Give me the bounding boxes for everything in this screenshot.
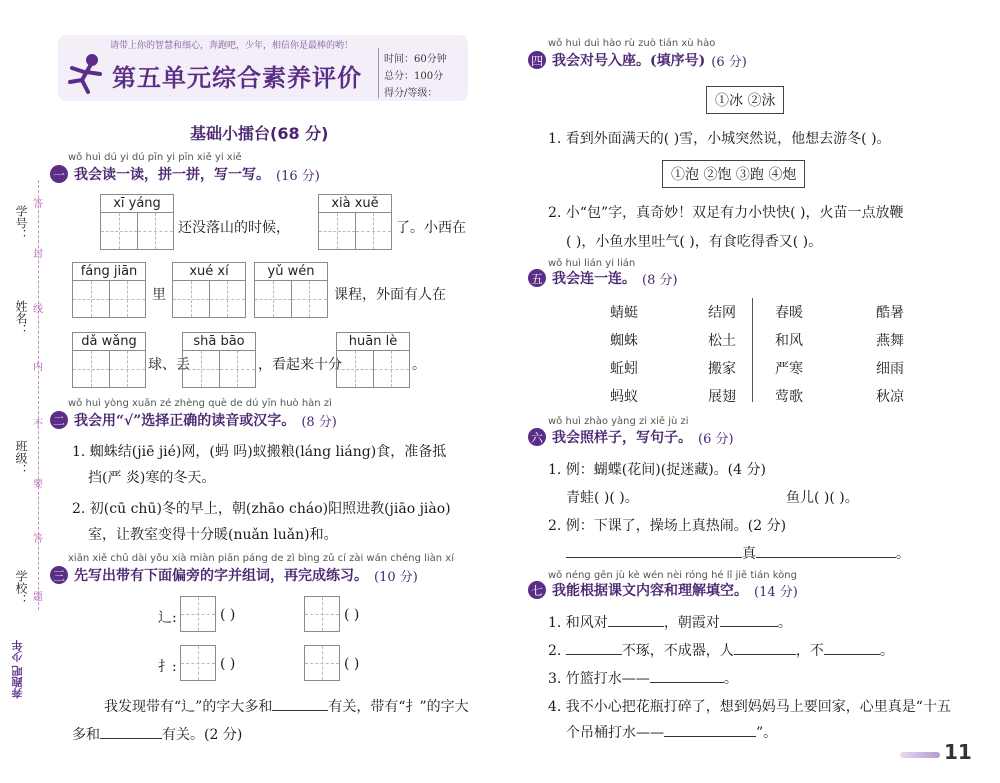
answer-blank[interactable] — [566, 640, 622, 655]
s1-text: ，看起来十分 — [258, 357, 342, 373]
seal-char: 不 — [33, 419, 43, 430]
brand-logo: 奔跑吧 少年 — [11, 640, 24, 699]
q-text: 不琢，不成器，人 — [621, 643, 734, 659]
match-item[interactable]: 展翅 — [708, 389, 736, 405]
grid-pinyin: yǔ wén — [267, 264, 315, 279]
grid-pinyin: xī yáng — [113, 196, 161, 211]
seal-char: 内 — [33, 362, 43, 373]
s5-pinyin: wǒ huì lián yi lián — [548, 258, 636, 269]
s3-heading — [50, 565, 418, 585]
word-grid[interactable] — [72, 262, 146, 318]
option-box: ①冰 ②泳 — [706, 86, 784, 114]
q-text: 。 — [723, 671, 738, 687]
s7-question-4-cont — [566, 722, 777, 742]
answer-blank[interactable] — [272, 696, 328, 711]
answer-blank[interactable] — [720, 612, 778, 627]
s6-answer-fish[interactable]: 鱼儿( )( )。 — [786, 490, 859, 506]
match-item[interactable]: 松土 — [708, 333, 736, 349]
match-item[interactable]: 蜘蛛 — [610, 333, 638, 349]
s4-score: (6 分) — [711, 54, 747, 70]
q-text: 。 — [879, 643, 894, 659]
write-box[interactable] — [304, 645, 340, 681]
s2-question-1[interactable]: 1. 蜘蛛结(jiē jié)网，(蚂 吗)蚁搬粮(láng liáng)食，准备抵 — [72, 444, 447, 460]
s3-title: 先写出带有下面偏旁的字并组词，再完成练习。 — [74, 568, 368, 584]
q-text: ，不 — [795, 643, 824, 659]
s3-practice-line1 — [104, 696, 469, 716]
match-item[interactable]: 酷暑 — [876, 305, 904, 321]
answer-paren[interactable]: ( ) — [344, 656, 360, 672]
word-grid[interactable] — [172, 262, 246, 318]
s1-number: 一 — [50, 165, 68, 183]
s4-question-2-cont[interactable]: ( )，小鱼水里吐气( )，有食吃得香又( )。 — [566, 234, 823, 250]
s6-pinyin: wǒ huì zhào yàng zi xiě jù zi — [548, 416, 689, 427]
s4-number: 四 — [528, 51, 546, 69]
word-grid[interactable] — [182, 332, 256, 388]
practice-text: 我发现带有“辶”的字大多和 — [104, 699, 273, 715]
answer-paren[interactable]: ( ) — [344, 607, 360, 623]
page-corner-decoration — [900, 752, 940, 758]
s6-example-1: 1. 例：蝴蝶(花间)(捉迷藏)。(4 分) — [548, 462, 766, 478]
match-item[interactable]: 严寒 — [775, 361, 803, 377]
s7-question-4: 4. 我不小心把花瓶打碎了，想到妈妈马上要回家，心里真是“十五 — [548, 699, 951, 715]
q-text: 个吊桶打水—— — [566, 725, 664, 741]
s7-pinyin: wǒ néng gēn jù kè wén nèi róng hé lǐ jiě tián kòng — [548, 570, 797, 581]
answer-blank[interactable] — [650, 668, 724, 683]
radical-label: 辶: — [158, 610, 177, 626]
answer-blank[interactable] — [734, 640, 796, 655]
s2-heading — [50, 410, 337, 430]
student-name-label: 姓名： — [14, 300, 28, 336]
s1-text: 球、丢 — [148, 357, 190, 373]
s2-number: 二 — [50, 411, 68, 429]
total-info: 总分：100分 — [384, 71, 444, 82]
match-divider — [752, 298, 753, 402]
match-item[interactable]: 莺歌 — [775, 389, 803, 405]
s7-question-1 — [548, 612, 792, 632]
match-item[interactable]: 和风 — [775, 333, 803, 349]
s4-heading — [528, 50, 747, 70]
s2-pinyin: wǒ huì yòng xuǎn zé zhèng què de dú yīn huò hàn zì — [68, 398, 332, 409]
match-item[interactable]: 结网 — [708, 305, 736, 321]
match-item[interactable]: 春暖 — [775, 305, 803, 321]
answer-paren[interactable]: ( ) — [220, 607, 236, 623]
s1-text: 。 — [412, 357, 426, 373]
match-item[interactable]: 燕舞 — [876, 333, 904, 349]
s7-question-3 — [548, 668, 738, 688]
s4-title: 我会对号入座。(填序号) — [552, 53, 706, 69]
s2-title: 我会用“√”选择正确的读音或汉字。 — [74, 413, 296, 429]
match-item[interactable]: 蚯蚓 — [610, 361, 638, 377]
s5-heading — [528, 268, 678, 288]
s7-score: (14 分) — [754, 584, 798, 600]
practice-text: 有关，带有“扌”的字大 — [328, 699, 469, 715]
q-text: 1. 和风对 — [548, 615, 608, 631]
seal-char: 要 — [33, 479, 43, 490]
option-box: ①泡 ②饱 ③跑 ④炮 — [662, 160, 805, 188]
runner-figure — [62, 52, 108, 96]
s6-heading — [528, 427, 734, 447]
s4-question-1[interactable]: 1. 看到外面满天的( )雪，小城突然说，他想去游冬( )。 — [548, 131, 891, 147]
s1-text: 还没落山的时候， — [178, 220, 290, 236]
answer-blank[interactable] — [664, 722, 756, 737]
s1-text: 课程，外面有人在 — [334, 287, 446, 303]
q-text: 3. 竹篮打水—— — [548, 671, 650, 687]
s5-title: 我会连一连。 — [552, 271, 636, 287]
write-box[interactable] — [180, 596, 216, 632]
s6-title: 我会照样子，写句子。 — [552, 430, 692, 446]
word-grid[interactable] — [318, 194, 392, 250]
answer-blank[interactable] — [608, 612, 664, 627]
match-item[interactable]: 细雨 — [876, 361, 904, 377]
seal-char: 线 — [33, 304, 43, 315]
answer-end: 。 — [896, 546, 910, 562]
practice-text: 有关。(2 分) — [162, 727, 243, 743]
grid-pinyin: xué xí — [189, 264, 229, 279]
s2-score: (8 分) — [301, 414, 337, 430]
match-item[interactable]: 蚂蚁 — [610, 389, 638, 405]
seal-char: 答 — [33, 199, 43, 210]
grid-pinyin: dǎ wǎng — [81, 334, 137, 349]
word-grid[interactable] — [336, 332, 410, 388]
s2-question-1-cont[interactable]: 挡(严 炎)寒的冬天。 — [88, 470, 216, 486]
write-box[interactable] — [304, 596, 340, 632]
s3-practice-line2 — [72, 724, 242, 744]
s4-question-2[interactable]: 2. 小“包”字，真奇妙！双足有力小快快( )，火苗一点放鞭 — [548, 205, 904, 221]
s6-number: 六 — [528, 428, 546, 446]
grid-pinyin: shā bāo — [193, 334, 245, 349]
match-item[interactable]: 搬家 — [708, 361, 736, 377]
motto: 请带上你的智慧和细心，奔跑吧，少年，相信你是最棒的哟！ — [110, 41, 354, 51]
answer-blank[interactable] — [566, 543, 742, 558]
practice-text: 多和 — [72, 727, 100, 743]
grid-pinyin: huān lè — [348, 334, 398, 349]
word-grid[interactable] — [100, 194, 174, 250]
section-heading: 基础小擂台(68 分) — [190, 124, 329, 143]
s1-text: 了。小西在 — [396, 220, 466, 236]
s5-score: (8 分) — [642, 272, 678, 288]
seal-char: 题 — [33, 592, 43, 603]
grid-pinyin: fáng jiān — [80, 264, 138, 279]
s4-pinyin: wǒ huì duì hào rù zuò tián xù hào — [548, 38, 716, 49]
time-info: 时间：60分钟 — [384, 54, 447, 65]
q-text: 。 — [777, 615, 792, 631]
answer-blank[interactable] — [824, 640, 880, 655]
s1-heading — [50, 164, 320, 184]
school-label: 学校： — [14, 570, 28, 606]
page-number: 11 — [944, 740, 972, 764]
s1-score: (16 分) — [276, 168, 320, 184]
grade-info: 得分/等级： — [384, 88, 438, 99]
answer-blank[interactable] — [100, 724, 162, 739]
header-divider — [378, 48, 379, 98]
s3-pinyin: xiān xiě chū dài yǒu xià miàn piān páng de zì bìng zǔ cí zài wán chéng liàn xí — [68, 553, 454, 564]
s2-question-2-cont[interactable]: 室，让教室变得十分暖(nuǎn luǎn)和。 — [88, 527, 338, 543]
s3-number: 三 — [50, 566, 68, 584]
word-grid[interactable] — [72, 332, 146, 388]
seal-char: 封 — [33, 249, 43, 260]
unit-title: 第五单元综合素养评价 — [112, 64, 362, 92]
s7-heading — [528, 580, 798, 600]
answer-blank[interactable] — [756, 543, 896, 558]
answer-paren[interactable]: ( ) — [220, 656, 236, 672]
s1-text: 里 — [152, 287, 166, 303]
radical-label: 扌: — [158, 659, 177, 675]
s6-example-2: 2. 例：下课了，操场上真热闹。(2 分) — [548, 518, 787, 534]
s6-answer-frog[interactable]: 青蛙( )( )。 — [566, 490, 639, 506]
match-item[interactable]: 秋凉 — [876, 389, 904, 405]
s1-pinyin: wǒ huì dú yi dú pīn yi pīn xiě yi xiě — [68, 152, 242, 163]
s7-number: 七 — [528, 581, 546, 599]
q-text: ，朝霞对 — [663, 615, 720, 631]
write-box[interactable] — [180, 645, 216, 681]
s3-score: (10 分) — [374, 569, 418, 585]
s7-question-2 — [548, 640, 894, 660]
s1-title: 我会读一读，拼一拼，写一写。 — [74, 167, 270, 183]
answer-word: 真 — [742, 546, 756, 562]
q-text: ”。 — [756, 725, 778, 741]
s7-title: 我能根据课文内容和理解填空。 — [552, 583, 748, 599]
q-text: 2. — [548, 643, 566, 659]
word-grid[interactable] — [254, 262, 328, 318]
s2-question-2[interactable]: 2. 初(cū chū)冬的早上，朝(zhāo cháo)阳照进教(jiāo jiào) — [72, 501, 451, 517]
grid-pinyin: xià xuě — [331, 196, 379, 211]
s5-number: 五 — [528, 269, 546, 287]
seal-char: 答 — [33, 534, 43, 545]
match-item[interactable]: 蜻蜓 — [610, 305, 638, 321]
s6-answer-line — [566, 543, 910, 563]
class-label: 班级： — [14, 440, 28, 476]
s6-score: (6 分) — [698, 431, 734, 447]
student-number-label: 学号： — [14, 205, 28, 241]
